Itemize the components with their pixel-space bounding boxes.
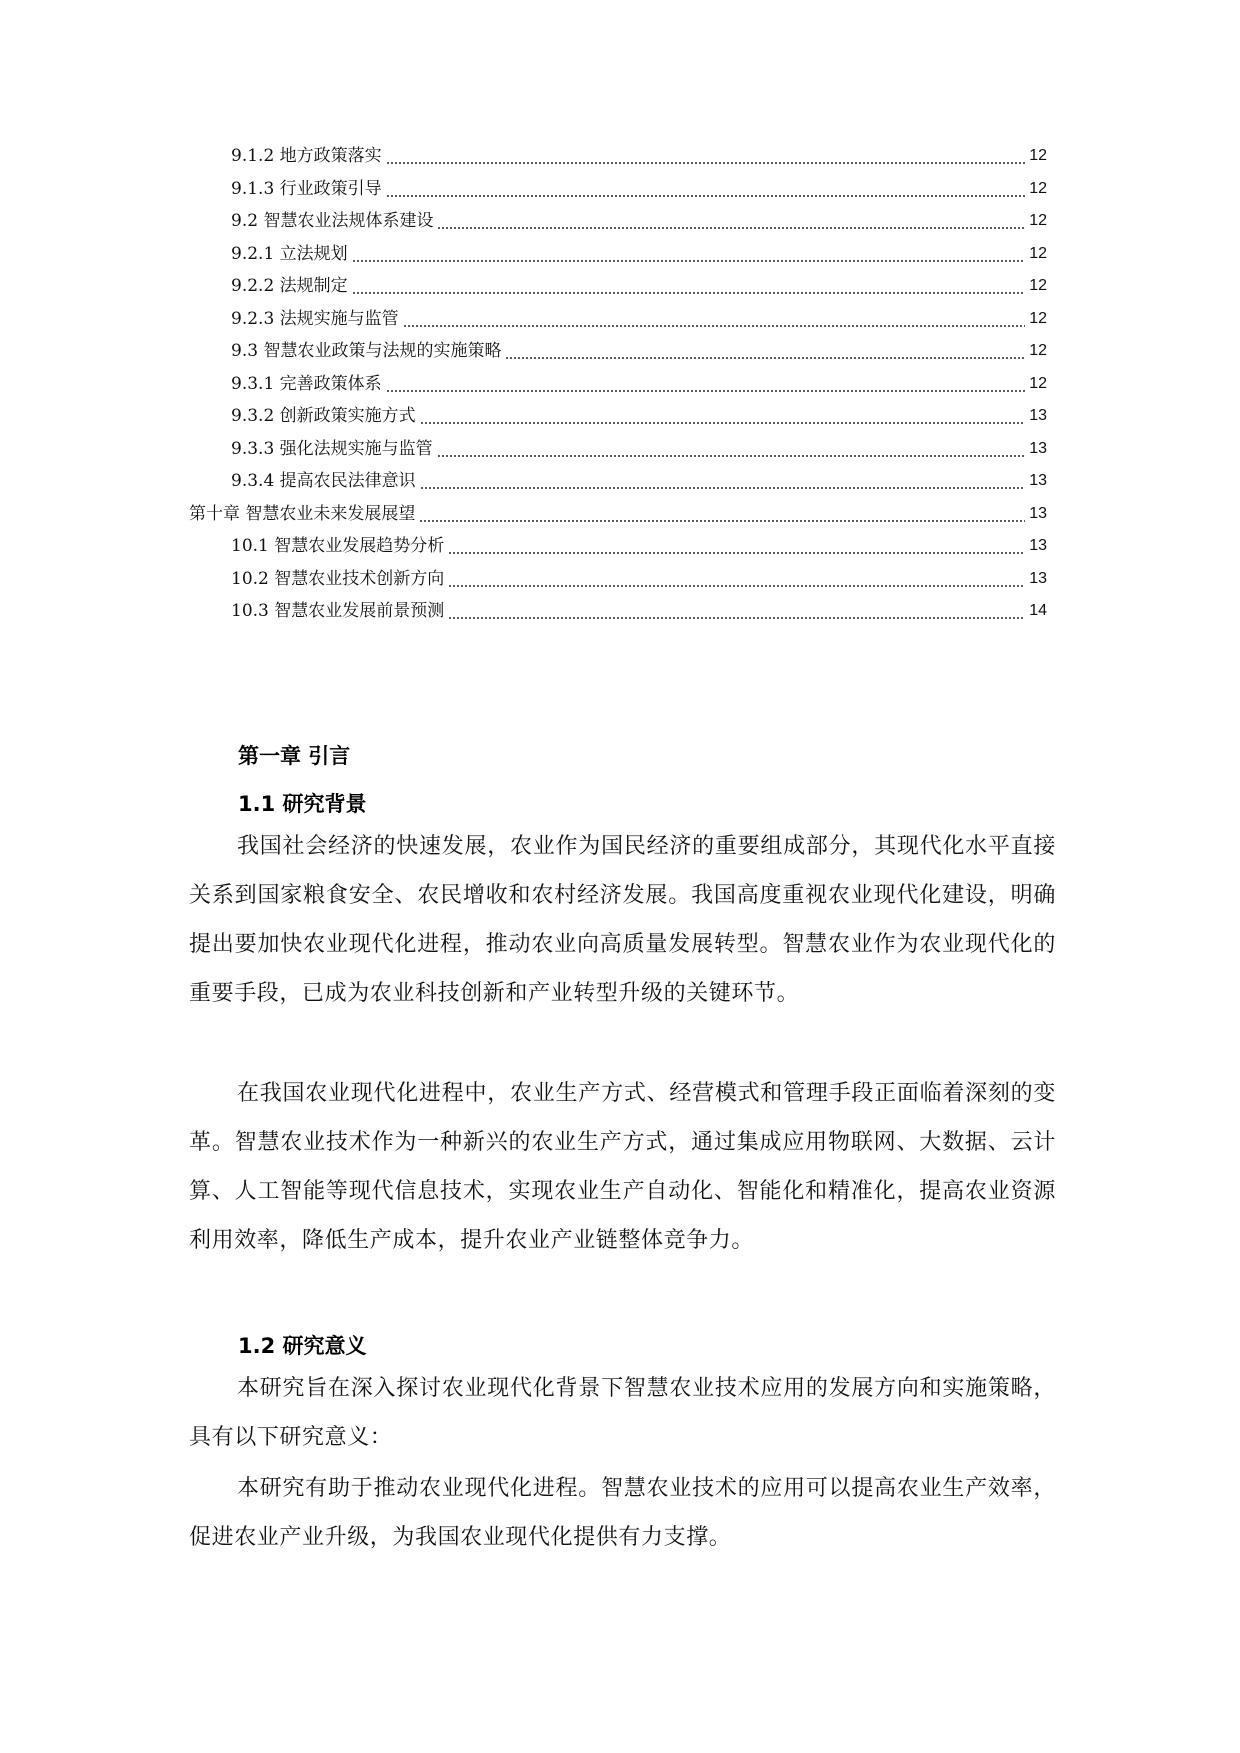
toc-entry[interactable] — [231, 267, 1047, 297]
body-paragraph: 本研究旨在深入探讨农业现代化背景下智慧农业技术应用的发展方向和实施策略，具有以下研究意义： — [189, 1376, 1056, 1450]
toc-entry-page: 12 — [1029, 310, 1047, 327]
toc-entry[interactable] — [231, 300, 1047, 330]
toc-leader-dots — [386, 178, 1026, 200]
toc-leader-dots — [448, 600, 1025, 622]
toc-entry-page: 13 — [1029, 570, 1047, 587]
toc-leader-dots — [403, 308, 1026, 330]
toc-leader-dots — [420, 405, 1026, 427]
toc-entry[interactable] — [231, 592, 1047, 622]
body-paragraph: 我国社会经济的快速发展，农业作为国民经济的重要组成部分，其现代化水平直接关系到国家粮食安全、农民增收和农村经济发展。我国高度重视农业现代化建设，明确提出要加快农业现代化进程，推动农业向高质量发展转型。智慧农业作为农业现代化的重要手段，已成为农业科技创新和产业转型升级的关键环节。 — [189, 834, 1056, 1006]
body-paragraph: 本研究有助于推动农业现代化进程。智慧农业技术的应用可以提高农业生产效率，促进农业产业升级，为我国农业现代化提供有力支撑。 — [189, 1476, 1056, 1550]
toc-entry[interactable] — [231, 332, 1047, 362]
toc-entry[interactable] — [231, 462, 1047, 492]
toc-leader-dots — [419, 503, 1025, 525]
toc-leader-dots — [352, 275, 1026, 297]
toc-leader-dots — [505, 340, 1025, 362]
toc-entry-page: 13 — [1029, 472, 1047, 489]
toc-leader-dots — [437, 210, 1025, 232]
toc-entry-label: 9.1.3 行业政策引导 — [231, 179, 382, 199]
toc-entry-label: 9.3 智慧农业政策与法规的实施策略 — [231, 341, 502, 361]
toc-entry-label: 9.3.3 强化法规实施与监管 — [231, 439, 433, 459]
toc-entry-label: 10.3 智慧农业发展前景预测 — [231, 601, 445, 621]
toc-entry-page: 12 — [1029, 147, 1047, 164]
chapter-title: 第一章 引言 — [238, 744, 351, 768]
toc-leader-dots — [386, 373, 1026, 395]
toc-entry-label: 9.1.2 地方政策落实 — [231, 146, 382, 166]
toc-leader-dots — [448, 568, 1025, 590]
section-title: 1.2 研究意义 — [238, 1334, 367, 1358]
toc-leader-dots — [386, 145, 1026, 167]
toc-entry-page: 12 — [1029, 212, 1047, 229]
toc-entry[interactable] — [231, 430, 1047, 460]
toc-entry-page: 12 — [1029, 375, 1047, 392]
toc-entry[interactable] — [231, 202, 1047, 232]
toc-entry-page: 13 — [1029, 505, 1047, 522]
body-paragraph: 在我国农业现代化进程中，农业生产方式、经营模式和管理手段正面临着深刻的变革。智慧农业技术作为一种新兴的农业生产方式，通过集成应用物联网、大数据、云计算、人工智能等现代信息技术，实现农业生产自动化、智能化和精准化，提高农业资源利用效率，降低生产成本，提升农业产业链整体竞争力。 — [189, 1081, 1056, 1253]
toc-entry[interactable] — [231, 365, 1047, 395]
toc-entry-label: 9.3.1 完善政策体系 — [231, 374, 382, 394]
toc-entry[interactable] — [231, 527, 1047, 557]
toc-entry-page: 12 — [1029, 180, 1047, 197]
toc-leader-dots — [437, 438, 1026, 460]
toc-entry-page: 13 — [1029, 440, 1047, 457]
toc-entry[interactable] — [189, 495, 1047, 525]
toc-entry-label: 第十章 智慧农业未来发展展望 — [189, 504, 416, 524]
toc-entry-page: 12 — [1029, 277, 1047, 294]
toc-leader-dots — [352, 243, 1026, 265]
toc-entry-label: 9.2.3 法规实施与监管 — [231, 309, 399, 329]
toc-entry-page: 13 — [1029, 537, 1047, 554]
toc-entry-page: 12 — [1029, 342, 1047, 359]
toc-entry-label: 10.2 智慧农业技术创新方向 — [231, 569, 445, 589]
toc-entry-page: 14 — [1029, 602, 1047, 619]
toc-entry[interactable] — [231, 170, 1047, 200]
toc-leader-dots — [448, 535, 1025, 557]
toc-entry[interactable] — [231, 397, 1047, 427]
toc-entry-label: 9.3.2 创新政策实施方式 — [231, 406, 416, 426]
toc-entry-label: 9.2.1 立法规划 — [231, 244, 348, 264]
toc-entry-label: 9.2.2 法规制定 — [231, 276, 348, 296]
section-title: 1.1 研究背景 — [238, 792, 367, 816]
toc-entry[interactable] — [231, 560, 1047, 590]
toc-entry-page: 12 — [1029, 245, 1047, 262]
toc-entry-label: 9.3.4 提高农民法律意识 — [231, 471, 416, 491]
toc-entry-label: 9.2 智慧农业法规体系建设 — [231, 211, 434, 231]
toc-entry[interactable] — [231, 137, 1047, 167]
toc-leader-dots — [420, 470, 1026, 492]
toc-entry-page: 13 — [1029, 407, 1047, 424]
toc-entry[interactable] — [231, 235, 1047, 265]
toc-entry-label: 10.1 智慧农业发展趋势分析 — [231, 536, 445, 556]
